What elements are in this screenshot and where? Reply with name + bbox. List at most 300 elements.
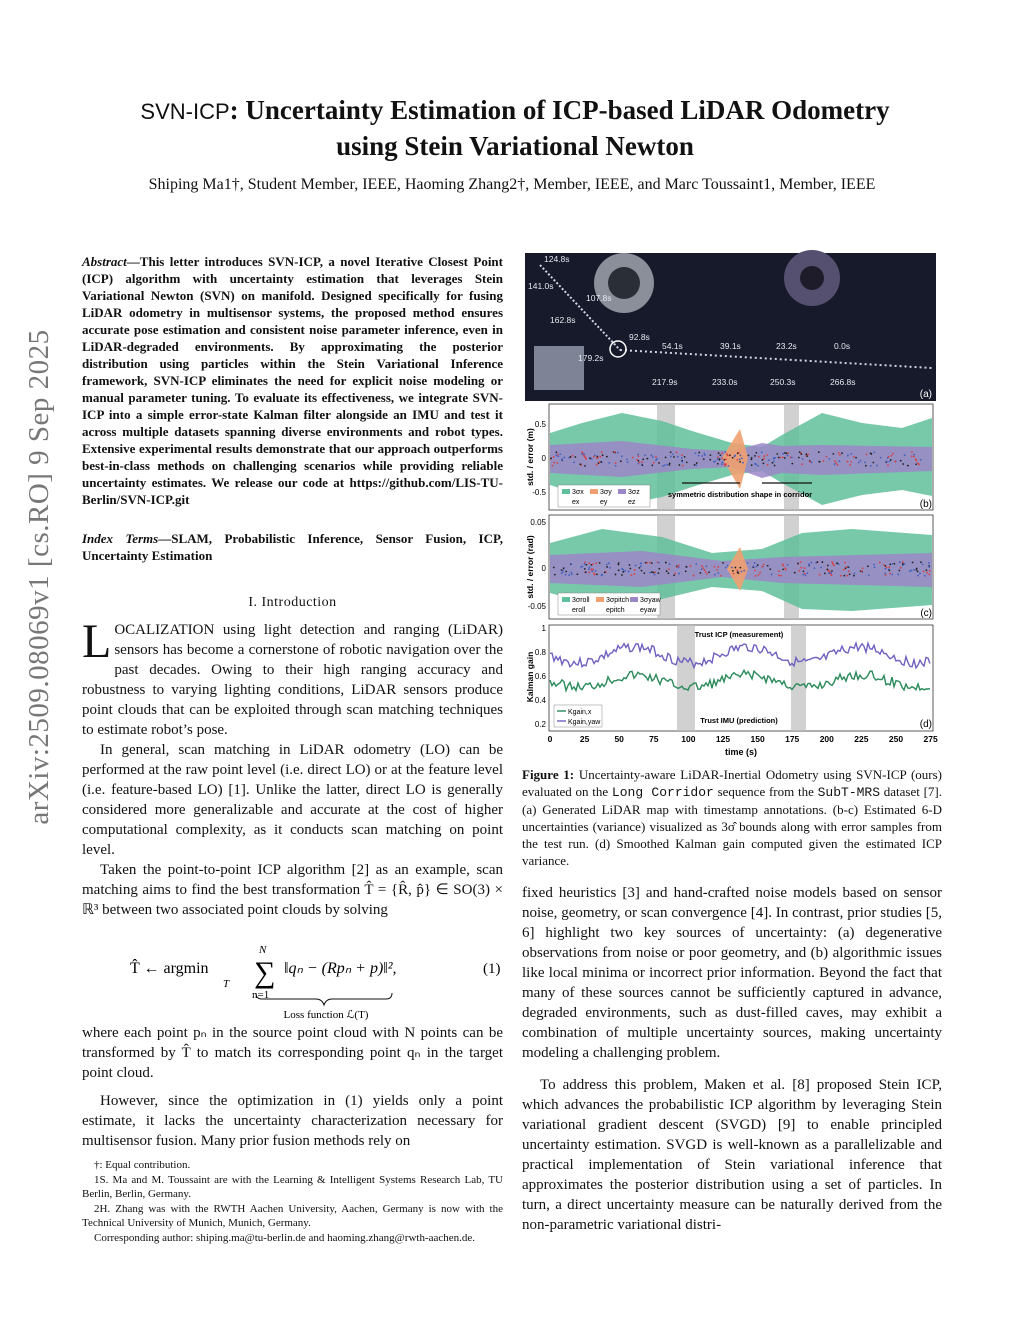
- timestamp-label: 250.3s: [770, 377, 796, 387]
- error-sample: [802, 574, 804, 576]
- error-sample: [635, 564, 637, 566]
- error-sample: [778, 570, 780, 572]
- error-sample: [705, 565, 707, 567]
- error-sample: [756, 566, 758, 568]
- error-sample: [801, 463, 803, 465]
- legend-label: Kgain,x: [568, 709, 592, 716]
- error-sample: [568, 574, 570, 576]
- error-sample: [698, 455, 700, 457]
- error-sample: [617, 452, 619, 454]
- error-sample: [884, 573, 886, 575]
- legend-label: ex: [572, 499, 580, 506]
- section-heading: I. Introduction: [248, 595, 337, 610]
- ylabel-b: std. / error (m): [525, 428, 535, 486]
- caption-dataset: SubT-MRS: [817, 785, 881, 800]
- error-sample: [911, 569, 913, 571]
- error-sample: [782, 456, 784, 458]
- error-sample: [762, 459, 764, 461]
- legend-label: epitch: [606, 607, 625, 614]
- error-sample: [599, 562, 601, 564]
- error-sample: [787, 564, 789, 566]
- error-sample: [641, 461, 643, 463]
- error-sample: [838, 460, 840, 462]
- error-sample: [550, 457, 552, 459]
- error-sample: [898, 570, 900, 572]
- xtick: 150: [750, 734, 765, 744]
- error-sample: [719, 454, 721, 456]
- timestamp-label: 54.1s: [662, 341, 683, 351]
- error-sample: [866, 454, 868, 456]
- error-sample: [629, 568, 631, 570]
- error-sample: [855, 457, 857, 459]
- error-sample: [736, 459, 738, 461]
- error-sample: [555, 451, 557, 453]
- error-sample: [929, 570, 931, 572]
- error-sample: [776, 453, 778, 455]
- error-sample: [847, 461, 849, 463]
- error-sample: [579, 463, 581, 465]
- error-sample: [704, 454, 706, 456]
- error-sample: [629, 564, 631, 566]
- caption-label: Figure 1:: [522, 767, 575, 782]
- error-sample: [778, 574, 780, 576]
- error-sample: [681, 461, 683, 463]
- error-sample: [606, 456, 608, 458]
- equation-sum-bottom: n=1: [252, 989, 270, 1001]
- error-sample: [686, 461, 688, 463]
- error-sample: [589, 567, 591, 569]
- error-sample: [913, 569, 915, 571]
- error-sample: [734, 455, 736, 457]
- error-sample: [915, 569, 917, 571]
- caption-text: dataset [7]. (a) Generated LiDAR map with timestamp annotations. (b-c) Estimated 6-D uncertainties (variance) visualized as 3σ̂ bounds along with error samples from the test run. (d) Smoothed Kalman gain computed given the estimated ICP variance.: [522, 784, 943, 868]
- error-sample: [846, 575, 848, 577]
- error-sample: [709, 459, 711, 461]
- error-sample: [913, 456, 915, 458]
- abstract-label: Abstract: [82, 254, 127, 269]
- error-sample: [563, 457, 565, 459]
- error-sample: [662, 465, 664, 467]
- error-sample: [814, 567, 816, 569]
- error-sample: [595, 562, 597, 564]
- panel-label-d: (d): [919, 719, 932, 730]
- error-sample: [703, 453, 705, 455]
- error-sample: [701, 568, 703, 570]
- ytick: 0.6: [534, 672, 546, 681]
- error-sample: [633, 573, 635, 575]
- error-sample: [821, 561, 823, 563]
- corridor-photo-tunnel: [608, 267, 640, 299]
- error-sample: [685, 570, 687, 572]
- error-sample: [615, 462, 617, 464]
- error-sample: [557, 455, 559, 457]
- ytick: -0.05: [527, 602, 546, 611]
- caption-text: sequence from the: [713, 784, 818, 799]
- error-sample: [668, 568, 670, 570]
- timestamp-label: 266.8s: [830, 377, 856, 387]
- timestamp-label: 233.0s: [712, 377, 738, 387]
- error-sample: [885, 574, 887, 576]
- error-sample: [889, 573, 891, 575]
- method-name: SVN-ICP: [140, 99, 230, 124]
- error-sample: [806, 455, 808, 457]
- error-sample: [832, 453, 834, 455]
- error-sample: [810, 562, 812, 564]
- legend-label: 3σyaw: [640, 597, 661, 604]
- after-eq-paragraph-2: However, since the optimization in (1) yields only a point estimate, it lacks the uncertainty characterization necessary for multisensor fusion. Many prior fusion methods rely on: [82, 1093, 503, 1149]
- error-sample: [853, 575, 855, 577]
- error-sample: [658, 462, 660, 464]
- error-sample: [720, 575, 722, 577]
- error-sample: [874, 566, 876, 568]
- error-sample: [902, 563, 904, 565]
- error-sample: [763, 458, 765, 460]
- trust-icp-note: Trust ICP (measurement): [694, 630, 784, 639]
- error-sample: [673, 456, 675, 458]
- error-sample: [761, 566, 763, 568]
- drop-cap: L: [82, 615, 112, 668]
- error-sample: [627, 461, 629, 463]
- footnotes: [82, 1158, 503, 1245]
- error-sample: [747, 562, 749, 564]
- error-sample: [807, 453, 809, 455]
- error-sample: [870, 465, 872, 467]
- error-sample: [652, 456, 654, 458]
- corridor-photo-tunnel: [800, 266, 824, 290]
- error-sample: [787, 455, 789, 457]
- error-sample: [584, 563, 586, 565]
- error-sample: [791, 463, 793, 465]
- error-sample: [900, 567, 902, 569]
- error-sample: [574, 456, 576, 458]
- footnote: †: Equal contribution.: [94, 1159, 191, 1171]
- error-sample: [768, 459, 770, 461]
- error-sample: [833, 564, 835, 566]
- error-sample: [751, 464, 753, 466]
- intro-paragraph-3: Taken the point-to-point ICP algorithm [2] as an example, scan matching aims to find the best transformation T̂ = {R̂, p̂} ∈ SO(3) × ℝ³ between two associated point clouds by solving: [82, 862, 503, 918]
- error-sample: [717, 456, 719, 458]
- error-sample: [670, 451, 672, 453]
- error-sample: [734, 567, 736, 569]
- error-sample: [725, 567, 727, 569]
- error-sample: [717, 566, 719, 568]
- error-sample: [784, 457, 786, 459]
- error-sample: [799, 451, 801, 453]
- timestamp-label: 39.1s: [720, 341, 741, 351]
- error-sample: [570, 572, 572, 574]
- error-sample: [606, 564, 608, 566]
- caption-sequence: Long Corridor: [611, 785, 714, 800]
- error-sample: [678, 565, 680, 567]
- abstract-text: —This letter introduces SVN-ICP, a novel Iterative Closest Point (ICP) algorithm with uncertainty estimation that leverages Stein Variational Newton (SVN) on manifold. Designed specifically for fusing LiDAR odometry in multisensor systems, the proposed method ensures accurate pose estimation and consistent noise parameter inference, even in LiDAR-degraded environments. By approximating the posterior distribution using particles within the Stein Variational Inference framework, SVN-ICP eliminates the need for explicit noise modeling or manual parameter tuning. To evaluate its effectiveness, we integrate SVN-ICP into a simple error-state Kalman filter alongside an IMU and test it across multiple datasets spanning diverse environments and robot types. Extensive experimental results demonstrate that our approach outperforms best-in-class methods on challenging scenarios while providing reliable uncertainty estimates. We release our code at https://github.com/LIS-TU-Berlin/SVN-ICP.git: [82, 254, 503, 507]
- error-sample: [915, 463, 917, 465]
- error-sample: [559, 453, 561, 455]
- error-sample: [588, 571, 590, 573]
- error-sample: [737, 572, 739, 574]
- error-sample: [758, 574, 760, 576]
- error-sample: [596, 464, 598, 466]
- equation-sum-top: N: [259, 944, 267, 956]
- error-sample: [592, 563, 594, 565]
- error-sample: [880, 457, 882, 459]
- error-sample: [653, 462, 655, 464]
- error-sample: [561, 459, 563, 461]
- error-sample: [808, 564, 810, 566]
- error-sample: [886, 567, 888, 569]
- error-sample: [758, 456, 760, 458]
- error-sample: [665, 562, 667, 564]
- error-sample: [670, 456, 672, 458]
- error-sample: [695, 452, 697, 454]
- error-sample: [867, 565, 869, 567]
- legend-label: eyaw: [640, 607, 657, 614]
- error-sample: [657, 572, 659, 574]
- error-sample: [554, 574, 556, 576]
- ytick: -0.5: [532, 488, 546, 497]
- error-sample: [926, 572, 928, 574]
- error-sample: [557, 454, 559, 456]
- error-sample: [637, 454, 639, 456]
- error-sample: [649, 562, 651, 564]
- error-sample: [785, 569, 787, 571]
- error-sample: [561, 572, 563, 574]
- legend-label: Kgain,yaw: [568, 719, 601, 726]
- error-sample: [561, 569, 563, 571]
- error-sample: [624, 570, 626, 572]
- index-terms-text: —SLAM, Probabilistic Inference, Sensor Fusion, ICP, Uncertainty Estimation: [82, 531, 503, 563]
- xtick: 0: [547, 734, 553, 744]
- ylabel-c: std. / error (rad): [525, 535, 535, 599]
- error-sample: [601, 575, 603, 577]
- error-sample: [827, 565, 829, 567]
- error-sample: [909, 570, 911, 572]
- error-sample: [902, 463, 904, 465]
- error-sample: [732, 457, 734, 459]
- error-sample: [580, 566, 582, 568]
- error-sample: [838, 452, 840, 454]
- error-sample: [754, 569, 756, 571]
- error-sample: [655, 459, 657, 461]
- error-sample: [556, 462, 558, 464]
- error-sample: [772, 462, 774, 464]
- ytick: 0: [541, 454, 546, 463]
- error-sample: [615, 465, 617, 467]
- xtick: 75: [649, 734, 659, 744]
- error-sample: [791, 457, 793, 459]
- error-sample: [851, 453, 853, 455]
- error-sample: [782, 568, 784, 570]
- error-sample: [889, 461, 891, 463]
- error-sample: [816, 561, 818, 563]
- error-sample: [588, 568, 590, 570]
- error-sample: [767, 464, 769, 466]
- error-sample: [731, 567, 733, 569]
- error-sample: [823, 460, 825, 462]
- error-sample: [634, 569, 636, 571]
- error-sample: [761, 451, 763, 453]
- error-sample: [584, 568, 586, 570]
- error-sample: [604, 572, 606, 574]
- error-sample: [834, 463, 836, 465]
- error-sample: [565, 574, 567, 576]
- error-sample: [693, 575, 695, 577]
- error-sample: [667, 572, 669, 574]
- error-sample: [729, 454, 731, 456]
- error-sample: [651, 562, 653, 564]
- error-sample: [724, 451, 726, 453]
- error-sample: [673, 574, 675, 576]
- error-sample: [911, 451, 913, 453]
- error-sample: [818, 451, 820, 453]
- error-sample: [763, 564, 765, 566]
- error-sample: [902, 561, 904, 563]
- error-sample: [849, 464, 851, 466]
- error-sample: [681, 457, 683, 459]
- error-sample: [721, 452, 723, 454]
- error-sample: [628, 571, 630, 573]
- yticks-d: [535, 624, 547, 729]
- error-sample: [701, 565, 703, 567]
- legend-swatch: [562, 597, 570, 602]
- xtick: 200: [819, 734, 834, 744]
- error-sample: [732, 570, 734, 572]
- equation-number: (1): [483, 961, 501, 977]
- error-sample: [800, 567, 802, 569]
- error-sample: [900, 460, 902, 462]
- error-sample: [553, 456, 555, 458]
- error-sample: [608, 462, 610, 464]
- error-sample: [589, 457, 591, 459]
- error-sample: [639, 567, 641, 569]
- error-sample: [632, 457, 634, 459]
- timestamp-label: 162.8s: [550, 315, 576, 325]
- figure-caption: [522, 766, 942, 869]
- error-sample: [728, 465, 730, 467]
- error-sample: [831, 570, 833, 572]
- legend-label: 3σx: [572, 489, 584, 496]
- equation-lhs: T̂ ← argmin: [130, 960, 209, 977]
- intro-paragraph-2: In general, scan matching in LiDAR odometry (LO) can be performed at the raw point level (i.e. direct LO) or at the feature level (i.e. feature-based LO) [1]. Unlike the latter, direct LO is generally considered more generalizable and accurate at the cost of higher computational complexity, as it conducts scan matching on point level.: [82, 742, 503, 858]
- panel-label-c: (c): [920, 608, 932, 619]
- legend-label: ey: [600, 499, 608, 506]
- error-sample: [759, 572, 761, 574]
- error-sample: [716, 569, 718, 571]
- error-sample: [588, 562, 590, 564]
- error-sample: [865, 465, 867, 467]
- error-sample: [804, 573, 806, 575]
- timestamp-label: 217.9s: [652, 377, 678, 387]
- error-sample: [584, 561, 586, 563]
- ytick: 0.4: [534, 696, 546, 705]
- error-sample: [640, 565, 642, 567]
- error-sample: [757, 465, 759, 467]
- title-line2: using Stein Variational Newton: [336, 131, 694, 161]
- error-sample: [843, 575, 845, 577]
- error-sample: [690, 565, 692, 567]
- error-sample: [641, 464, 643, 466]
- error-sample: [891, 455, 893, 457]
- paper-title: [90, 93, 940, 163]
- ytick: 1: [541, 624, 546, 633]
- abstract: [82, 253, 503, 508]
- error-sample: [845, 566, 847, 568]
- index-terms-label: Index Terms: [82, 531, 159, 546]
- error-sample: [762, 463, 764, 465]
- error-sample: [913, 454, 915, 456]
- error-sample: [572, 455, 574, 457]
- error-sample: [714, 566, 716, 568]
- error-sample: [873, 564, 875, 566]
- error-sample: [780, 575, 782, 577]
- error-sample: [718, 572, 720, 574]
- error-sample: [769, 568, 771, 570]
- error-sample: [701, 455, 703, 457]
- error-sample: [618, 569, 620, 571]
- error-sample: [872, 462, 874, 464]
- error-sample: [677, 456, 679, 458]
- legend-label: 3σpitch: [606, 597, 629, 604]
- equation-body: ‖qₙ − (Rpₙ + p)‖²,: [284, 960, 397, 977]
- error-sample: [830, 572, 832, 574]
- error-sample: [630, 574, 632, 576]
- error-sample: [646, 458, 648, 460]
- error-sample: [594, 574, 596, 576]
- error-sample: [676, 451, 678, 453]
- error-sample: [638, 455, 640, 457]
- xticks-d: [548, 734, 938, 744]
- error-sample: [713, 461, 715, 463]
- ytick: 0.8: [534, 648, 546, 657]
- right-column-text: [522, 883, 942, 1235]
- error-sample: [783, 565, 785, 567]
- legend-label: 3σy: [600, 489, 612, 496]
- error-sample: [916, 568, 918, 570]
- highlight-band: [791, 625, 806, 731]
- error-sample: [743, 570, 745, 572]
- error-sample: [669, 463, 671, 465]
- xtick: 125: [715, 734, 731, 744]
- ytick: 0.2: [534, 720, 546, 729]
- error-sample: [800, 561, 802, 563]
- error-sample: [868, 574, 870, 576]
- error-sample: [928, 562, 930, 564]
- error-sample: [727, 455, 729, 457]
- error-sample: [888, 566, 890, 568]
- timestamp-label: 92.8s: [629, 332, 650, 342]
- error-sample: [666, 464, 668, 466]
- error-sample: [654, 571, 656, 573]
- error-sample: [636, 459, 638, 461]
- index-terms: [82, 530, 503, 564]
- error-sample: [570, 563, 572, 565]
- error-sample: [800, 453, 802, 455]
- error-sample: [593, 456, 595, 458]
- error-sample: [893, 563, 895, 565]
- error-sample: [806, 572, 808, 574]
- error-sample: [696, 462, 698, 464]
- error-sample: [644, 455, 646, 457]
- error-sample: [581, 453, 583, 455]
- error-sample: [883, 564, 885, 566]
- error-sample: [695, 563, 697, 565]
- error-sample: [835, 462, 837, 464]
- timestamp-label: 141.0s: [528, 281, 554, 291]
- error-sample: [742, 462, 744, 464]
- error-sample: [717, 458, 719, 460]
- error-sample: [600, 461, 602, 463]
- error-sample: [891, 574, 893, 576]
- error-sample: [596, 574, 598, 576]
